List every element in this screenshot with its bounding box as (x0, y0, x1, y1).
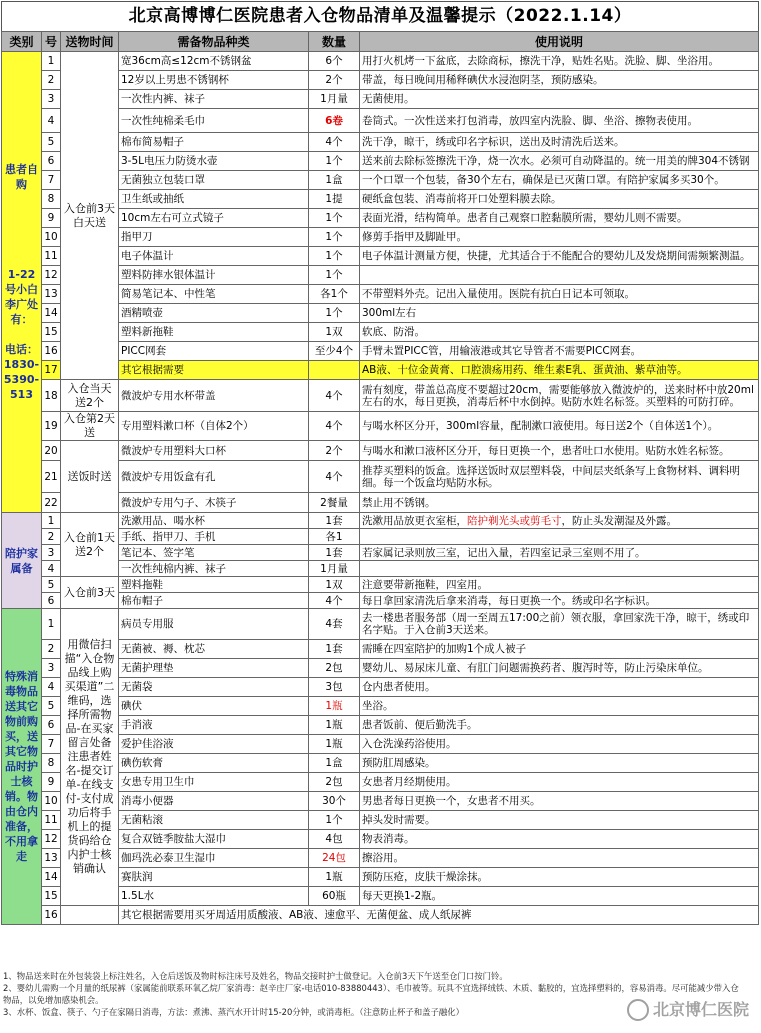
item-quantity: 1个 (309, 209, 360, 228)
item-name: 无菌袋 (119, 678, 309, 697)
item-usage (360, 593, 759, 609)
item-usage: 300ml左右 (360, 304, 759, 323)
item-quantity: 4个 (309, 593, 360, 609)
item-usage: 男患者每日更换一个，女患者不用买。 (360, 792, 759, 811)
item-usage: 掉头发时需要。 (360, 811, 759, 830)
usage-text: 注意要带新拖鞋，四室用。 (362, 578, 488, 591)
item-quantity: 1双 (309, 323, 360, 342)
item-quantity: 2个 (309, 441, 360, 461)
row-number: 17 (42, 361, 61, 380)
row-number: 2 (42, 640, 61, 659)
item-usage: 修剪手指甲及脚趾甲。 (360, 228, 759, 247)
item-usage: 手臂未置PICC管，用输液港或其它导管者不需要PICC网套。 (360, 342, 759, 361)
row-number: 18 (42, 380, 61, 412)
category-label: 特殊消毒物品送其它物前购买，送其它物品时护士核销。物由仓内准备，不用拿走 (2, 609, 42, 925)
row-number: 2 (42, 529, 61, 545)
table-row (2, 513, 759, 529)
row-number: 11 (42, 811, 61, 830)
item-quantity: 1提 (309, 190, 360, 209)
item-name: 3-5L电压力防烫水壶 (119, 152, 309, 171)
item-quantity: 6卷 (309, 109, 360, 133)
item-name: 无菌粘滚 (119, 811, 309, 830)
header-item: 需备物品种类 (119, 32, 309, 52)
row-number: 19 (42, 412, 61, 441)
item-usage: 预防压疮，皮肤干燥涂抹。 (360, 868, 759, 887)
item-name: 一次性纯棉内裤、袜子 (119, 561, 309, 577)
item-name: 洗漱用品、喝水杯 (119, 513, 309, 529)
row-number: 14 (42, 304, 61, 323)
row-number: 5 (42, 133, 61, 152)
item-usage: 洗干净，晾干，绣或印名字标识，送出及时清洗后送来。 (360, 133, 759, 152)
row-number: 4 (42, 678, 61, 697)
table-row (2, 380, 759, 412)
item-name: 塑料防摔水银体温计 (119, 266, 309, 285)
item-quantity: 2餐量 (309, 493, 360, 513)
item-name: 简易笔记本、中性笔 (119, 285, 309, 304)
item-quantity: 4包 (309, 830, 360, 849)
row-number: 9 (42, 773, 61, 792)
row-number: 21 (42, 461, 61, 493)
item-quantity: 1个 (309, 304, 360, 323)
item-name: 塑料新拖鞋 (119, 323, 309, 342)
table-header-row (2, 32, 759, 52)
item-name: 伽玛洗必泰卫生湿巾 (119, 849, 309, 868)
usage-text: 若家属记录则放三室，记出入量，若四室记录三室则不用了。 (362, 546, 646, 559)
delivery-time: 送饭时送 (61, 441, 119, 513)
item-quantity: 1瓶 (309, 697, 360, 716)
delivery-time: 用微信扫描“入仓物品线上购买渠道”二维码，选择所需物品-在买家留言处备注患者姓名-提交订单-在线支付-支付成功后将手机上的提货码给仓内护士核销确认 (61, 609, 119, 906)
item-name: 一次性内裤、袜子 (119, 90, 309, 109)
usage-text: ，防止头发潮湿及外露。 (561, 514, 677, 527)
watermark (627, 997, 749, 1022)
item-usage: 擦浴用。 (360, 849, 759, 868)
item-name: PICC网套 (119, 342, 309, 361)
row-number: 14 (42, 868, 61, 887)
item-usage: 软底、防滑。 (360, 323, 759, 342)
item-quantity: 各1个 (309, 285, 360, 304)
item-name: 其它根据需要 (119, 361, 309, 380)
row-number: 9 (42, 209, 61, 228)
item-name: 无菌护理垫 (119, 659, 309, 678)
row-number: 16 (42, 342, 61, 361)
table-row (2, 412, 759, 441)
usage-text: 每日拿回家清洗后拿来消毒，每日更换一个。绣或印名字标识。 (362, 594, 656, 607)
item-name: 手消液 (119, 716, 309, 735)
item-name: 塑料拖鞋 (119, 577, 309, 593)
item-quantity: 4套 (309, 609, 360, 640)
delivery-time: 入仓当天送2个 (61, 380, 119, 412)
item-quantity: 1月量 (309, 561, 360, 577)
item-name: 棉布帽子 (119, 593, 309, 609)
item-usage: AB液、十位金黄膏、口腔溃疡用药、维生素E乳、蛋黄油、紫草油等。 (360, 361, 759, 380)
item-quantity: 4个 (309, 412, 360, 441)
item-usage: 不带塑料外壳。记出入量使用。医院有抗白日记本可领取。 (360, 285, 759, 304)
table-row (2, 609, 759, 640)
item-name: 棉布简易帽子 (119, 133, 309, 152)
item-quantity: 1盒 (309, 754, 360, 773)
item-quantity: 1个 (309, 228, 360, 247)
row-number: 1 (42, 513, 61, 529)
item-usage: 与喝水和漱口液杯区分开，每日更换一个，患者吐口水使用。贴防水姓名标签。 (360, 441, 759, 461)
item-name: 其它根据需要用买牙周适用质酸液、AB液、速愈平、无菌便盆、成人纸尿裤 (119, 906, 759, 925)
item-name: 一次性纯棉柔毛巾 (119, 109, 309, 133)
usage-text: 洗漱用品放更衣室柜， (362, 514, 467, 527)
table-row (2, 441, 759, 461)
row-number: 4 (42, 561, 61, 577)
item-name: 病员专用服 (119, 609, 309, 640)
item-quantity: 2包 (309, 773, 360, 792)
item-quantity: 1月量 (309, 90, 360, 109)
item-usage: 表面光滑，结构简单。患者自己观察口腔黏膜所需，婴幼儿则不需要。 (360, 209, 759, 228)
item-quantity: 3包 (309, 678, 360, 697)
item-quantity: 24包 (309, 849, 360, 868)
item-name: 微波炉专用水杯带盖 (119, 380, 309, 412)
item-usage: 去一楼患者服务部（周一至周五17:00之前）领衣服，拿回家洗干净，晾干，绣或印名字贴。于入仓前3天送来。 (360, 609, 759, 640)
item-usage: 入仓洗澡药浴使用。 (360, 735, 759, 754)
row-number: 3 (42, 545, 61, 561)
header-quantity: 数量 (309, 32, 360, 52)
row-number: 3 (42, 90, 61, 109)
row-number: 13 (42, 285, 61, 304)
item-usage: 与喝水杯区分开，300ml容量，配制漱口液使用。每日送2个（自体送1个）。 (360, 412, 759, 441)
item-name: 女患专用卫生巾 (119, 773, 309, 792)
item-usage: 需睡在四室陪护的加购1个成人被子 (360, 640, 759, 659)
item-quantity: 至少4个 (309, 342, 360, 361)
item-usage: 电子体温计测量方便，快捷，尤其适合于不能配合的婴幼儿及发烧期间需频繁测温。 (360, 247, 759, 266)
item-name: 碘伤软膏 (119, 754, 309, 773)
row-number: 10 (42, 228, 61, 247)
item-quantity: 1双 (309, 577, 360, 593)
item-name: 无菌被、褥、枕芯 (119, 640, 309, 659)
row-number: 6 (42, 716, 61, 735)
item-usage (360, 545, 759, 561)
item-name: 1.5L水 (119, 887, 309, 906)
note-2: 2、婴幼儿需购一个月量的纸尿裤（家属能前联系环氧乙烷厂家消毒：赵辛庄厂家-电话010-83880443）、毛巾被等。玩具不宜选择绒铁、木质、黏胶的，宜选择塑料的，容易消毒。尽可能减少带入仓物品，以免增加感染机会。 (3, 983, 739, 1005)
row-number: 1 (42, 52, 61, 71)
item-usage (360, 561, 759, 577)
item-name: 碘伏 (119, 697, 309, 716)
row-number: 3 (42, 659, 61, 678)
delivery-time: 入仓第2天送 (61, 412, 119, 441)
table-row (2, 52, 759, 71)
item-usage: 婴幼儿、易尿床儿童、有肛门问题需换药者、腹泻时等，防止污染床单位。 (360, 659, 759, 678)
item-usage: 预防肛周感染。 (360, 754, 759, 773)
item-usage: 女患者月经期使用。 (360, 773, 759, 792)
row-number: 16 (42, 906, 61, 925)
item-name: 电子体温计 (119, 247, 309, 266)
header-usage: 使用说明 (360, 32, 759, 52)
item-quantity: 1个 (309, 811, 360, 830)
item-name: 消毒小便器 (119, 792, 309, 811)
row-number: 6 (42, 593, 61, 609)
item-name: 专用塑料漱口杯（自体2个） (119, 412, 309, 441)
row-number: 6 (42, 152, 61, 171)
note-3: 3、水杯、饭盒、筷子、勺子在家隔日消毒，方法：煮沸、蒸汽水开计时15-20分钟，或消毒柜。（注意防止杯子和盖子融化） (3, 1007, 464, 1017)
row-number: 8 (42, 190, 61, 209)
items-table (1, 31, 759, 925)
item-quantity: 6个 (309, 52, 360, 71)
note-1: 1、物品送来时在外包装袋上标注姓名，入仓后送饭及物时标注床号及姓名，物品交接时护士做登记。入仓前3天下午送至仓门口按门铃。 (3, 971, 508, 981)
item-quantity: 1个 (309, 266, 360, 285)
item-quantity: 1套 (309, 513, 360, 529)
item-name: 笔记本、签字笔 (119, 545, 309, 561)
page-title: 北京高博博仁医院患者入仓物品清单及温馨提示（2022.1.14） (1, 1, 759, 31)
item-quantity: 2包 (309, 659, 360, 678)
row-number: 8 (42, 754, 61, 773)
item-name: 10cm左右可立式镜子 (119, 209, 309, 228)
item-name: 微波炉专用塑料大口杯 (119, 441, 309, 461)
item-usage (360, 266, 759, 285)
item-usage: 带盖，每日晚间用稀释碘伏水浸泡阴茎，预防感染。 (360, 71, 759, 90)
item-name: 酒精喷壶 (119, 304, 309, 323)
item-quantity: 4个 (309, 133, 360, 152)
item-name: 赛肤润 (119, 868, 309, 887)
item-quantity: 1套 (309, 545, 360, 561)
row-number: 15 (42, 323, 61, 342)
category-label: 患者自购 1-22号小白李广处有： 电话：1830-5390-513 (2, 52, 42, 513)
header-category: 类别 (2, 32, 42, 52)
category-label: 陪护家属备 (2, 513, 42, 609)
item-quantity (309, 361, 360, 380)
item-name: 手纸、指甲刀、手机 (119, 529, 309, 545)
item-usage: 物表消毒。 (360, 830, 759, 849)
item-usage: 送来前去除标签擦洗干净，烧一次水。必须可自动降温的。统一用美的牌304不锈钢 (360, 152, 759, 171)
item-quantity: 60瓶 (309, 887, 360, 906)
item-usage (360, 513, 759, 529)
usage-highlight: 陪护剃光头或剪毛寸 (467, 514, 562, 527)
delivery-time: 入仓前3天 (61, 577, 119, 609)
row-number: 13 (42, 849, 61, 868)
item-quantity: 2个 (309, 71, 360, 90)
row-number: 20 (42, 441, 61, 461)
table-row (2, 577, 759, 593)
header-delivery-time: 送物时间 (61, 32, 119, 52)
delivery-time: 入仓前3天白天送 (61, 52, 119, 380)
item-quantity: 4个 (309, 380, 360, 412)
row-number: 5 (42, 577, 61, 593)
row-number: 1 (42, 609, 61, 640)
item-quantity: 1套 (309, 640, 360, 659)
item-usage: 每天更换1-2瓶。 (360, 887, 759, 906)
sheet (1, 1, 759, 925)
item-quantity: 1个 (309, 152, 360, 171)
row-number: 2 (42, 71, 61, 90)
item-usage: 禁止用不锈钢。 (360, 493, 759, 513)
delivery-time-empty (61, 906, 119, 925)
item-quantity: 1瓶 (309, 868, 360, 887)
item-name: 复合双链季胺盐大湿巾 (119, 830, 309, 849)
item-usage: 仓内患者使用。 (360, 678, 759, 697)
item-name: 宽36cm高≤12cm不锈钢盆 (119, 52, 309, 71)
item-quantity: 1瓶 (309, 735, 360, 754)
row-number: 4 (42, 109, 61, 133)
row-number: 10 (42, 792, 61, 811)
item-usage: 患者饭前、便后勤洗手。 (360, 716, 759, 735)
item-usage: 一个口罩一个包装，备30个左右，确保是已灭菌口罩。有陪护家属多买30个。 (360, 171, 759, 190)
row-number: 12 (42, 266, 61, 285)
row-number: 22 (42, 493, 61, 513)
row-number: 11 (42, 247, 61, 266)
item-usage: 卷筒式。一次性送来打包消毒，放四室内洗脸、脚、坐浴、擦物表使用。 (360, 109, 759, 133)
hospital-logo-icon (627, 999, 649, 1021)
item-name: 微波炉专用饭盒有孔 (119, 461, 309, 493)
item-quantity: 1盒 (309, 171, 360, 190)
item-usage (360, 529, 759, 545)
item-quantity: 1个 (309, 247, 360, 266)
item-usage: 用打火机烤一下盆底，去除商标，擦洗干净，贴姓名贴。洗脸、脚、坐浴用。 (360, 52, 759, 71)
watermark-text: 北京博仁医院 (652, 999, 749, 1019)
row-number: 7 (42, 735, 61, 754)
row-number: 7 (42, 171, 61, 190)
item-name: 卫生纸或抽纸 (119, 190, 309, 209)
item-name: 爱护佳浴液 (119, 735, 309, 754)
row-number: 12 (42, 830, 61, 849)
row-number: 15 (42, 887, 61, 906)
item-usage (360, 577, 759, 593)
item-quantity: 各1 (309, 529, 360, 545)
item-usage: 硬纸盒包装、消毒前将开口处塑料膜去除。 (360, 190, 759, 209)
item-name: 微波炉专用勺子、木筷子 (119, 493, 309, 513)
row-number: 5 (42, 697, 61, 716)
delivery-time: 入仓前1天送2个 (61, 513, 119, 577)
item-usage: 坐浴。 (360, 697, 759, 716)
item-usage: 无菌使用。 (360, 90, 759, 109)
table-row (2, 906, 759, 925)
item-name: 无菌独立包装口罩 (119, 171, 309, 190)
item-usage: 推荐买塑料的饭盒。选择送饭时双层塑料袋，中间层夹纸条写上食物材料、调料明细。每一个饭盒均贴防水标。 (360, 461, 759, 493)
item-quantity: 4个 (309, 461, 360, 493)
item-quantity: 1瓶 (309, 716, 360, 735)
item-name: 12岁以上男患不锈钢杯 (119, 71, 309, 90)
item-name: 指甲刀 (119, 228, 309, 247)
header-number: 号 (42, 32, 61, 52)
item-quantity: 30个 (309, 792, 360, 811)
item-usage: 需有刻度，带盖总高度不要超过20cm，需要能够放入微波炉的，送来时杯中放20ml左右的水，每日更换，消毒后杯中水倒掉。贴防水姓名标签。买塑料的可防打碎。 (360, 380, 759, 412)
